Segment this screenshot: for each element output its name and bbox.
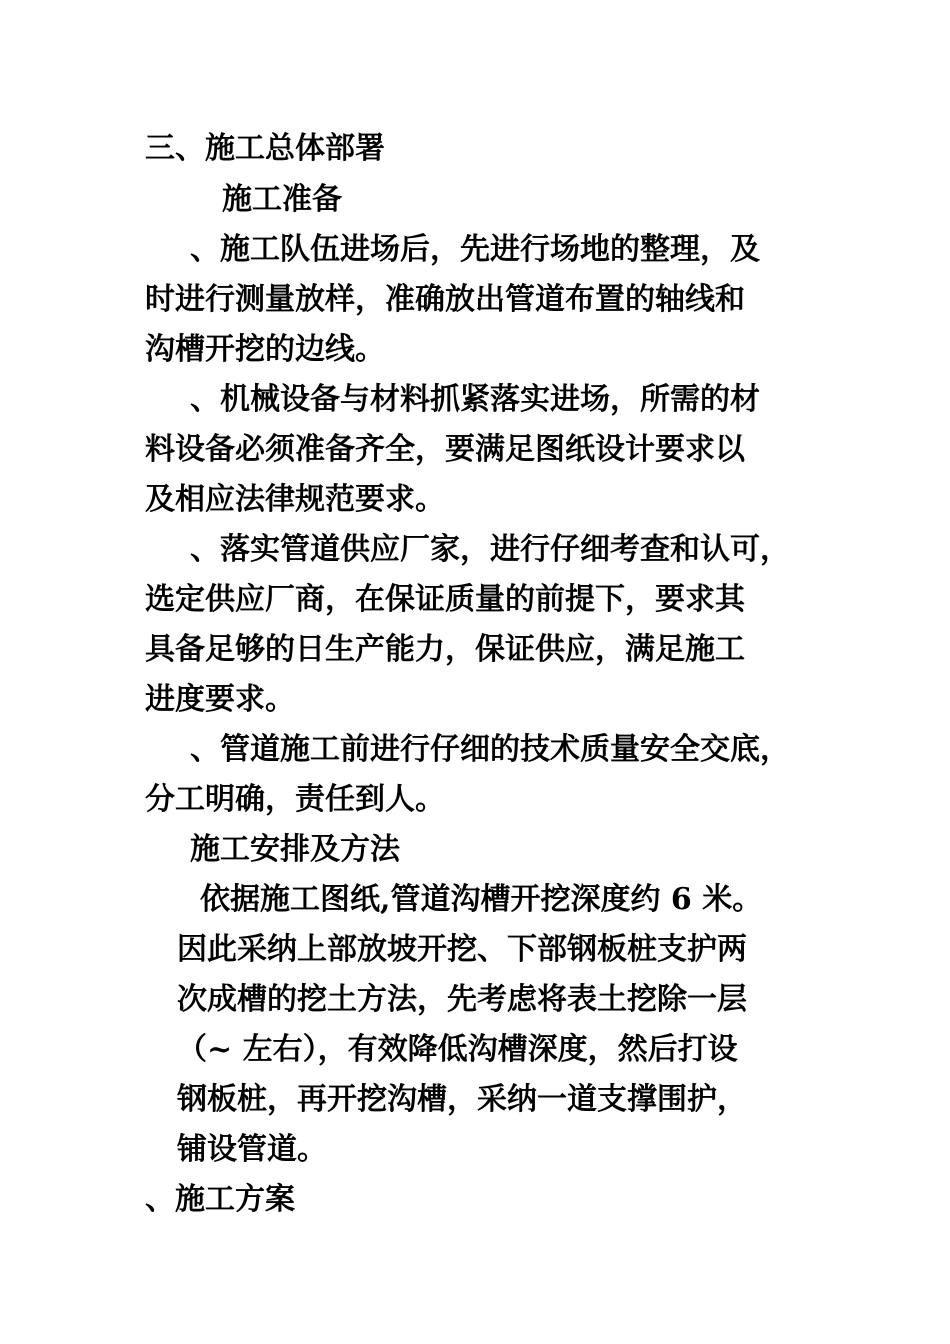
paragraph-line: 时进行测量放样，准确放出管道布置的轴线和 (145, 282, 745, 317)
section-heading: 三、施工总体部署 (145, 131, 385, 166)
paragraph-line: 钢板桩，再开挖沟槽，采纳一道支撑围护， (177, 1082, 747, 1117)
paragraph-line: 料设备必须准备齐全，要满足图纸设计要求以 (145, 432, 745, 467)
subsection-heading-plan: 、施工方案 (145, 1182, 295, 1217)
paragraph-line: 依据施工图纸,管道沟槽开挖深度约 6 米。 (200, 882, 763, 917)
paragraph-line: 及相应法律规范要求。 (145, 482, 445, 517)
paragraph-line: 、落实管道供应厂家，进行仔细考查和认可， (190, 532, 790, 567)
paragraph-line: 、施工队伍进场后，先进行场地的整理，及 (190, 232, 760, 267)
paragraph-line: 铺设管道。 (177, 1132, 327, 1167)
subsection-heading-arrangement: 施工安排及方法 (190, 832, 400, 867)
paragraph-line: 具备足够的日生产能力，保证供应，满足施工 (145, 632, 745, 667)
paragraph-line: 分工明确，责任到人。 (145, 782, 445, 817)
subsection-heading-preparation: 施工准备 (222, 182, 342, 217)
paragraph-line: 、管道施工前进行仔细的技术质量安全交底， (190, 732, 790, 767)
paragraph-line: 沟槽开挖的边线。 (145, 332, 385, 367)
paragraph-line: 因此采纳上部放坡开挖、下部钢板桩支护两 (177, 932, 747, 967)
paragraph-line: 次成槽的挖土方法，先考虑将表土挖除一层 (177, 982, 747, 1017)
paragraph-line: （~ 左右），有效降低沟槽深度，然后打设 (177, 1032, 738, 1067)
paragraph-line: 选定供应厂商，在保证质量的前提下，要求其 (145, 582, 745, 617)
paragraph-line: 进度要求。 (145, 682, 295, 717)
paragraph-line: 、机械设备与材料抓紧落实进场，所需的材 (190, 382, 760, 417)
